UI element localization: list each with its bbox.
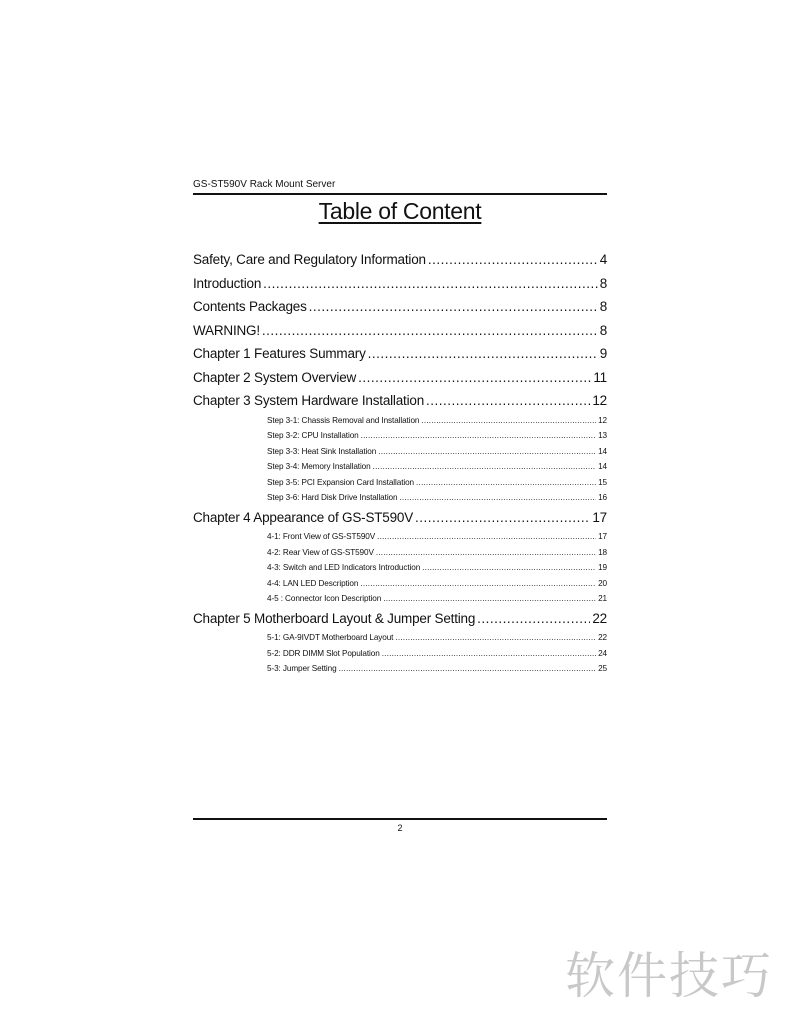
toc-entry-label: WARNING! xyxy=(193,322,260,338)
toc-leader-dots xyxy=(263,272,598,296)
toc-entry-page: 16 xyxy=(598,493,607,502)
toc-entry-label: Step 3-5: PCI Expansion Card Installation xyxy=(267,477,414,487)
page-footer xyxy=(193,818,607,834)
toc-entry-page: 4 xyxy=(599,252,607,267)
toc-entry[interactable] xyxy=(193,506,607,530)
toc-leader-dots xyxy=(399,490,596,506)
toc-entry-label: 4-1: Front View of GS-ST590V xyxy=(267,532,376,541)
toc-entry-label: Contents Packages xyxy=(193,299,307,314)
toc-leader-dots xyxy=(415,506,590,530)
table-of-contents xyxy=(193,248,607,677)
toc-entry-page: 21 xyxy=(598,594,607,603)
toc-entry-label: 5-2: DDR DIMM Slot Population xyxy=(267,648,380,658)
toc-leader-dots xyxy=(422,560,596,576)
toc-entry[interactable] xyxy=(193,295,607,319)
toc-entry-label: Chapter 2 System Overview xyxy=(193,369,357,385)
toc-leader-dots xyxy=(368,342,598,366)
toc-leader-dots xyxy=(395,630,596,646)
toc-entry-page: 14 xyxy=(598,462,607,471)
toc-subentry[interactable] xyxy=(193,529,607,545)
toc-subentry[interactable] xyxy=(193,591,607,607)
toc-entry-label: Chapter 3 System Hardware Installation xyxy=(193,393,425,408)
toc-entry[interactable] xyxy=(193,389,607,413)
toc-entry-page: 12 xyxy=(598,415,607,425)
toc-entry-page: 14 xyxy=(598,446,607,456)
toc-leader-dots xyxy=(358,366,591,390)
toc-leader-dots xyxy=(262,319,598,343)
toc-leader-dots xyxy=(426,389,590,413)
toc-subentry[interactable] xyxy=(193,661,607,677)
toc-subentry[interactable] xyxy=(193,475,607,491)
toc-leader-dots xyxy=(477,607,590,631)
toc-entry-label: 4-5 : Connector Icon Description xyxy=(267,594,382,603)
toc-subentry[interactable] xyxy=(193,459,607,475)
toc-entry-page: 9 xyxy=(599,346,607,361)
toc-entry-page: 19 xyxy=(598,563,607,572)
toc-entry-page: 22 xyxy=(592,610,607,626)
toc-subentry[interactable] xyxy=(193,413,607,429)
toc-entry-label: 4-3: Switch and LED Indicators Introduction xyxy=(267,563,421,572)
toc-entry[interactable] xyxy=(193,342,607,366)
toc-leader-dots xyxy=(378,444,596,460)
page-number: 2 xyxy=(397,823,403,833)
toc-leader-dots xyxy=(428,248,598,272)
toc-entry-page: 8 xyxy=(599,275,607,291)
toc-leader-dots xyxy=(383,591,596,607)
toc-entry-page: 11 xyxy=(593,369,607,385)
toc-leader-dots xyxy=(309,295,598,319)
toc-leader-dots xyxy=(382,646,596,662)
toc-subentry[interactable] xyxy=(193,630,607,646)
toc-entry-page: 17 xyxy=(598,532,607,541)
toc-entry-page: 24 xyxy=(598,648,607,658)
toc-leader-dots xyxy=(360,576,596,592)
toc-entry-label: 4-2: Rear View of GS-ST590V xyxy=(267,547,374,557)
toc-entry-label: Chapter 5 Motherboard Layout & Jumper Setting xyxy=(193,610,476,626)
toc-entry[interactable] xyxy=(193,319,607,343)
page-header xyxy=(193,179,607,195)
header-title: GS-ST590V Rack Mount Server xyxy=(193,179,336,190)
document-title: Table of Content xyxy=(318,198,482,224)
toc-entry-page: 15 xyxy=(598,477,607,487)
toc-entry-label: Chapter 4 Appearance of GS-ST590V xyxy=(193,509,414,525)
toc-entry-page: 22 xyxy=(598,633,607,642)
toc-entry-label: Step 3-1: Chassis Removal and Installation xyxy=(267,415,420,425)
toc-entry-label: 5-1: GA-9IVDT Motherboard Layout xyxy=(267,633,394,642)
toc-entry-label: Step 3-3: Heat Sink Installation xyxy=(267,446,377,456)
toc-leader-dots xyxy=(339,661,597,677)
toc-entry-label: Step 3-2: CPU Installation xyxy=(267,431,359,440)
toc-entry-label: 4-4: LAN LED Description xyxy=(267,578,359,588)
toc-entry-label: Step 3-4: Memory Installation xyxy=(267,462,371,471)
toc-entry-page: 18 xyxy=(598,547,607,557)
toc-entry-page: 20 xyxy=(598,578,607,588)
toc-subentry[interactable] xyxy=(193,444,607,460)
toc-leader-dots xyxy=(376,545,596,561)
toc-leader-dots xyxy=(373,459,596,475)
toc-entry[interactable] xyxy=(193,248,607,272)
toc-entry[interactable] xyxy=(193,366,607,390)
toc-entry-page: 12 xyxy=(592,393,607,408)
toc-entry-label: Step 3-6: Hard Disk Drive Installation xyxy=(267,493,398,502)
toc-entry-page: 13 xyxy=(598,431,607,440)
toc-entry[interactable] xyxy=(193,607,607,631)
toc-leader-dots xyxy=(421,413,596,429)
toc-entry-page: 17 xyxy=(592,509,607,525)
toc-subentry[interactable] xyxy=(193,545,607,561)
toc-leader-dots xyxy=(361,428,596,444)
toc-entry-page: 8 xyxy=(599,299,607,314)
toc-entry-label: 5-3: Jumper Setting xyxy=(267,664,337,673)
toc-entry-page: 25 xyxy=(598,664,607,673)
toc-entry-label: Chapter 1 Features Summary xyxy=(193,346,366,361)
toc-subentry[interactable] xyxy=(193,428,607,444)
toc-subentry[interactable] xyxy=(193,490,607,506)
toc-subentry[interactable] xyxy=(193,646,607,662)
toc-subentry[interactable] xyxy=(193,576,607,592)
toc-leader-dots xyxy=(416,475,596,491)
toc-entry-page: 8 xyxy=(599,322,607,338)
toc-entry-label: Introduction xyxy=(193,275,262,291)
watermark: 软件技巧 xyxy=(565,947,773,1005)
toc-leader-dots xyxy=(377,529,596,545)
toc-entry-label: Safety, Care and Regulatory Information xyxy=(193,252,426,267)
toc-entry[interactable] xyxy=(193,272,607,296)
toc-subentry[interactable] xyxy=(193,560,607,576)
